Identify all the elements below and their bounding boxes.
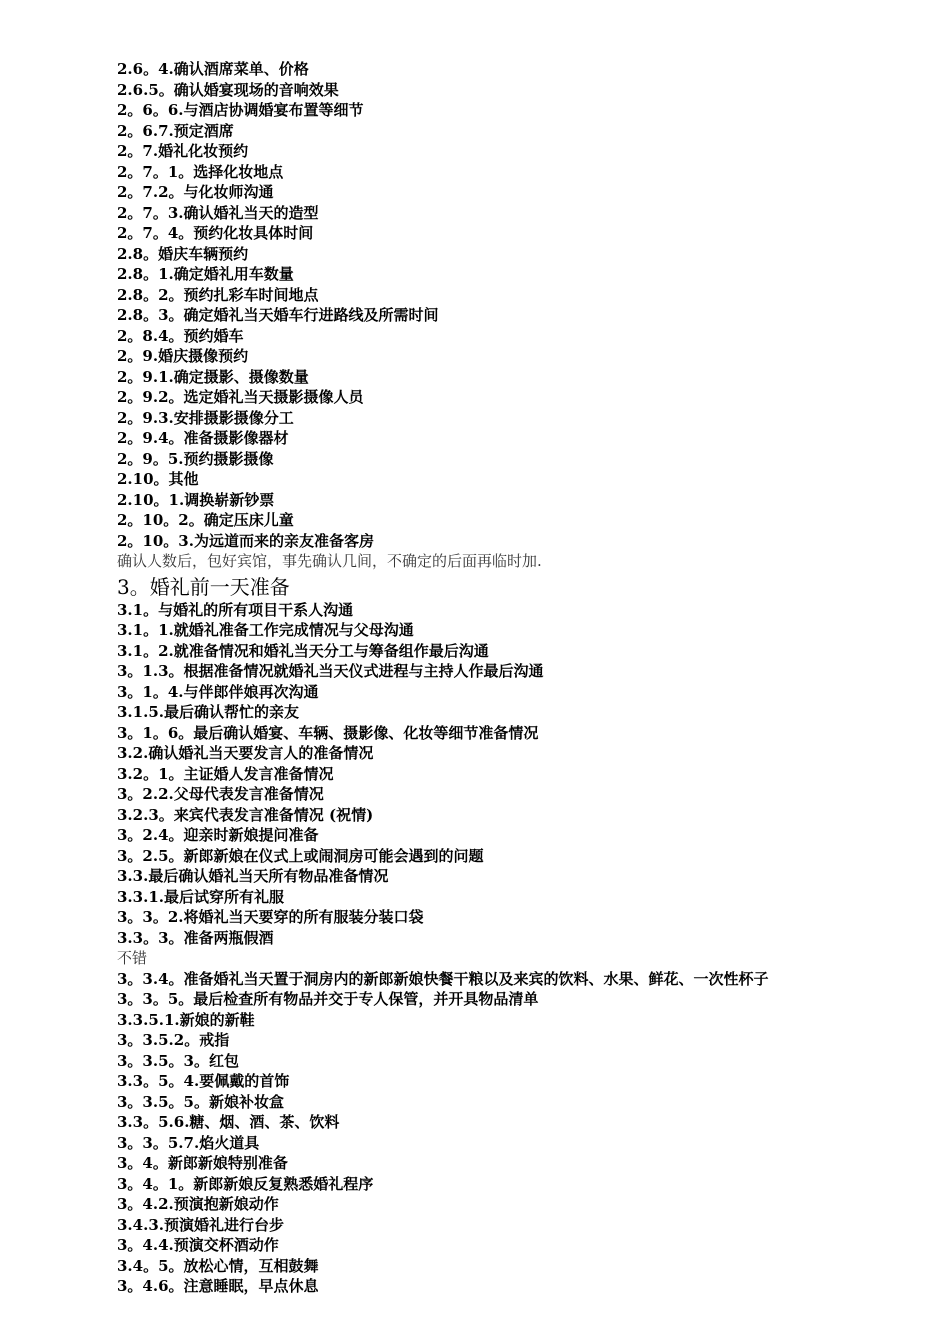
outline-item: 2.8。婚庆车辆预约 [117,244,249,263]
outline-item: 3.1。1.就婚礼准备工作完成情况与父母沟通 [117,621,414,639]
outline-item: 3。1.3。根据准备情况就婚礼当天仪式进程与主持人作最后沟通 [117,662,544,680]
outline-item: 2。8.4。预约婚车 [117,326,244,345]
outline-item: 3。3.5。3。红包 [117,1051,239,1070]
outline-item: 2.8。1.确定婚礼用车数量 [117,265,294,283]
outline-item: 3。3.5.2。戒指 [117,1031,230,1049]
outline-item: 3。3。2.将婚礼当天要穿的所有服装分装口袋 [117,908,424,926]
outline-item: 3.3。3。准备两瓶假酒 [117,928,274,947]
outline-item: 3。2.5。新郎新娘在仪式上或闹洞房可能会遇到的问题 [117,846,484,865]
outline-item: 3。1。4.与伴郎伴娘再次沟通 [117,682,319,701]
outline-item: 3。3。5.7.焰火道具 [117,1133,260,1152]
outline-item: 2。9.1.确定摄影、摄像数量 [117,367,309,386]
outline-item: 2.10。1.调换崭新钞票 [117,490,275,509]
outline-item: 2。9.婚庆摄像预约 [117,347,249,365]
outline-item: 2。7。1。选择化妆地点 [117,162,284,181]
outline-item: 2。9。5.预约摄影摄像 [117,449,274,468]
outline-item: 2。9.3.安排摄影摄像分工 [117,408,294,427]
outline-item: 3。1。6。最后确认婚宴、车辆、摄影像、化妆等细节准备情况 [117,723,539,742]
outline-item: 2.8。3。确定婚礼当天婚车行进路线及所需时间 [117,306,439,324]
outline-item: 3。2.2.父母代表发言准备情况 [117,785,324,803]
document-page [117,59,917,1297]
outline-item: 3.3。5。4.要佩戴的首饰 [117,1072,290,1090]
note-text: 不错 [117,949,148,967]
outline-item: 3.3.5.1.新娘的新鞋 [117,1010,255,1029]
outline-item: 3.3.1.最后试穿所有礼服 [117,887,284,906]
outline-item: 3。3.5。5。新娘补妆盒 [117,1092,284,1111]
outline-item: 3.2.3。来宾代表发言准备情况 (祝情) [117,805,374,824]
outline-item: 2。6.7.预定酒席 [117,121,234,140]
outline-item: 3.4。5。放松心情，互相鼓舞 [117,1256,319,1275]
outline-item: 2。9.2。选定婚礼当天摄影摄像人员 [117,388,364,406]
outline-item: 3。4。1。新郎新娘反复熟悉婚礼程序 [117,1174,374,1193]
outline-item: 3。3。5。最后检查所有物品并交于专人保管，并开具物品清单 [117,990,539,1008]
outline-item: 3.3。5.6.糖、烟、酒、茶、饮料 [117,1113,340,1131]
outline-item: 3。4.4.预演交杯酒动作 [117,1236,279,1254]
outline-item: 3.2.确认婚礼当天要发言人的准备情况 [117,744,374,762]
outline-item: 3.2。1。主证婚人发言准备情况 [117,764,334,783]
outline-item: 2.6。4.确认酒席菜单、价格 [117,60,309,78]
outline-item: 2.10。其他 [117,470,199,488]
outline-item: 3。4.2.预演抱新娘动作 [117,1195,279,1213]
outline-item: 3。3.4。准备婚礼当天置于洞房内的新郎新娘快餐干粮以及来宾的饮料、水果、鲜花、一次性杯子 [117,969,769,988]
outline-item: 3.1。与婚礼的所有项目干系人沟通 [117,600,354,619]
outline-item: 3。4。新郎新娘特别准备 [117,1154,288,1172]
outline-item: 3.3.最后确认婚礼当天所有物品准备情况 [117,867,389,885]
outline-item: 3.1.5.最后确认帮忙的亲友 [117,703,299,721]
outline-item: 3.1。2.就准备情况和婚礼当天分工与筹备组作最后沟通 [117,641,489,660]
outline-item: 2。7。3.确认婚礼当天的造型 [117,203,319,222]
outline-item: 2。9.4。准备摄影像器材 [117,429,289,447]
outline-item: 3.4.3.预演婚礼进行台步 [117,1215,284,1234]
outline-item: 2。7。4。预约化妆具体时间 [117,224,314,242]
outline-item: 3。2.4。迎亲时新娘提问准备 [117,826,319,844]
outline-item: 2.8。2。预约扎彩车时间地点 [117,285,319,304]
outline-item: 2.6.5。确认婚宴现场的音响效果 [117,80,339,99]
outline-item: 3。4.6。注意睡眠，早点休息 [117,1277,319,1295]
outline-item: 2。10。2。确定压床儿童 [117,511,294,529]
outline-item: 2。7.婚礼化妆预约 [117,142,249,160]
note-text: 确认人数后，包好宾馆，事先确认几间，不确定的后面再临时加. [117,552,542,570]
section-heading: 3。婚礼前一天准备 [117,574,290,599]
outline-item: 2。7.2。与化妆师沟通 [117,183,274,201]
outline-item: 2。10。3.为远道而来的亲友准备客房 [117,531,374,550]
outline-item: 2。6。6.与酒店协调婚宴布置等细节 [117,101,364,119]
